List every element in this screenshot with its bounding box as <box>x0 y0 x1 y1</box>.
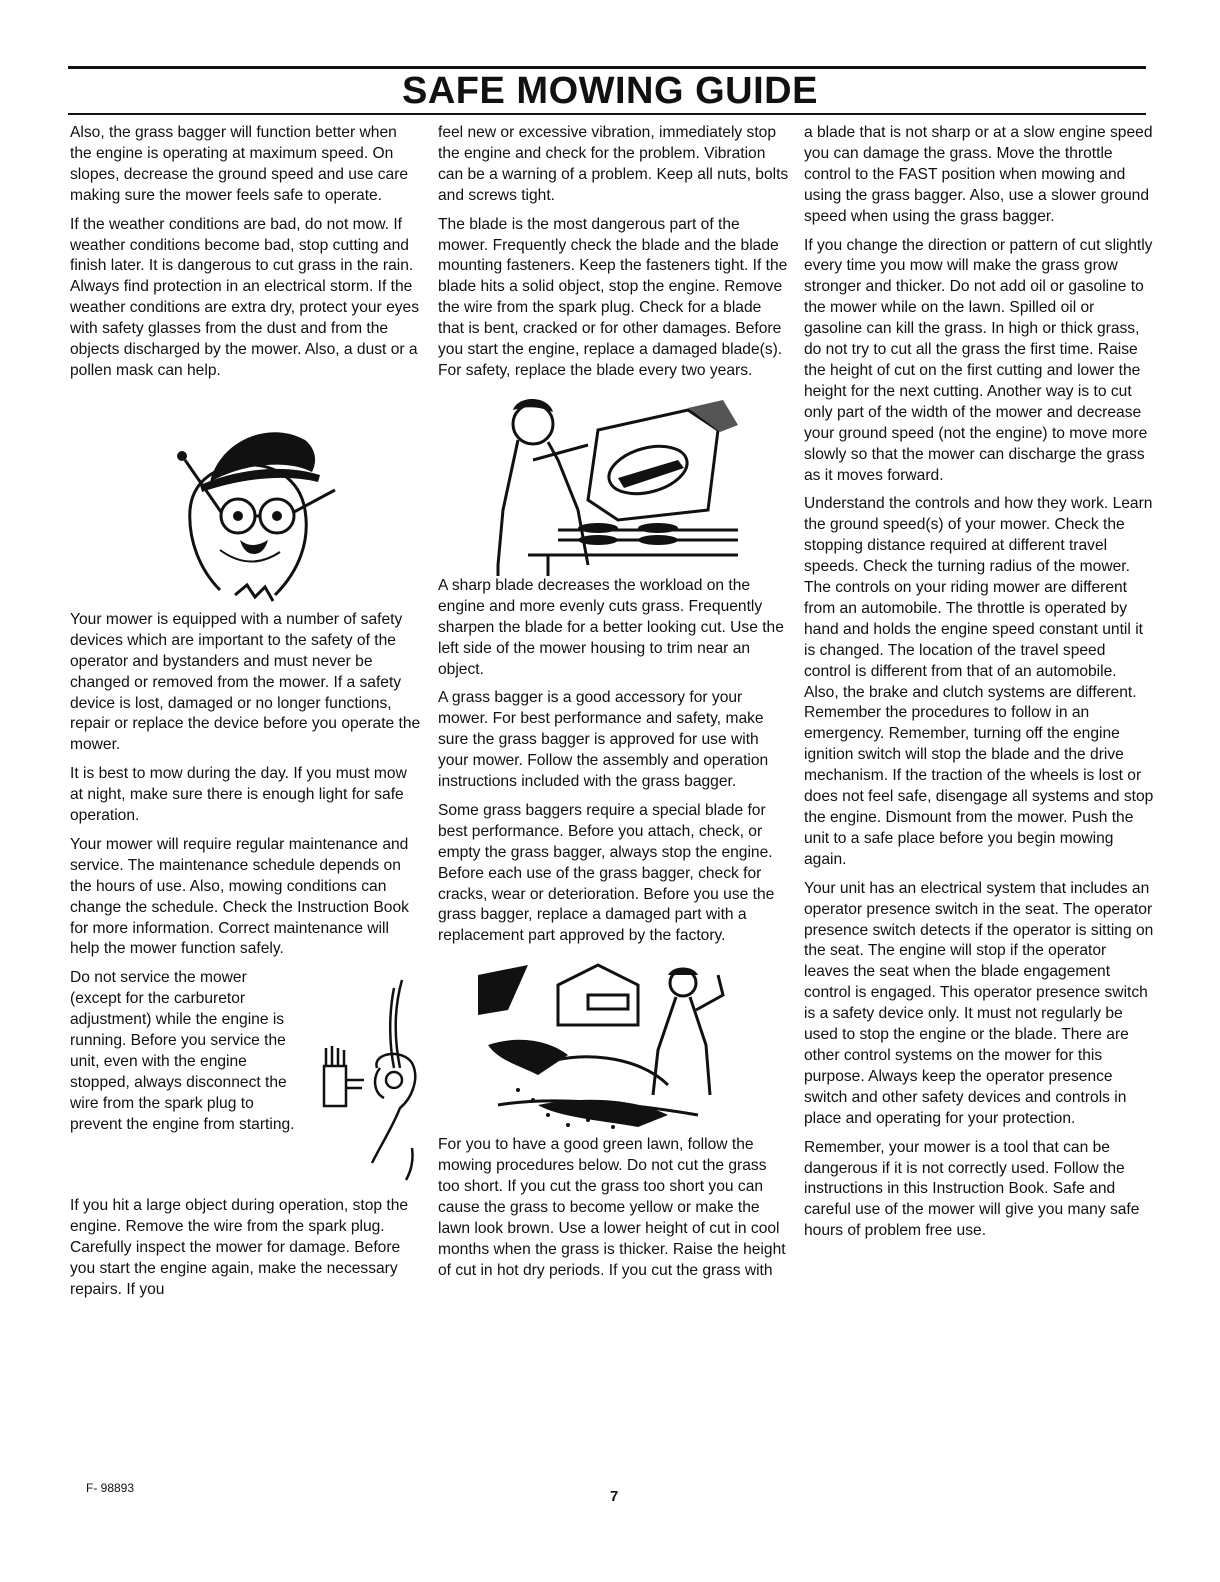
column-2 <box>438 123 790 1290</box>
paragraph: Your mower will require regular maintenance and service. The maintenance schedule depends on the hours of use. Also, mowing conditions can change the schedule. Check the Instruction Book for more information. Correct maintenance will help the mower function safely. <box>70 835 409 958</box>
paragraph: A sharp blade decreases the workload on the engine and more evenly cuts grass. Frequently sharpen the blade for a better looking cut. Use the left side of the mower housing to trim near an object. <box>438 576 784 678</box>
paragraph: If you change the direction or pattern of cut slightly every time you mow will make the grass grow stronger and thicker. Do not add oil or gasoline to the mower while on the lawn. Spilled oil or gasoline can kill the grass. In high or thick grass, do not try to cut all the grass the first time. Raise the height of cut on the first cutting and lower the height for the next cutting. Another way is to cut only part of the width of the mower and decrease your ground speed (not the engine) to move more slowly so that the mower can discharge the grass as it moves forward. <box>804 236 1153 484</box>
paragraph: Understand the controls and how they work. Learn the ground speed(s) of your mower. Check the stopping distance required at different travel speeds. Check the turning radius of the mower. The controls on your riding mower are different from an automobile. The throttle is operated by hand and holds the engine speed constant until it is changed. The location of the travel speed control is different from that of an automobile. Also, the brake and clutch systems are different. Remember the procedures to follow in an emergency. Remember, turning off the engine ignition switch will stop the blade and the drive mechanism. If the traction of the wheels is lost or does not feel safe, disengage all systems and stop the engine. Dismount from the mower. Push the unit to a safe place before you begin mowing again. <box>804 495 1154 868</box>
title-rule <box>68 113 1146 115</box>
blade-inspection-illustration <box>438 390 790 576</box>
safety-glasses-illustration <box>70 390 422 610</box>
paragraph: A grass bagger is a good accessory for your mower. For best performance and safety, make sure the grass bagger is approved for use with your mower. Follow the assembly and operation instructions included with the grass bagger. <box>438 689 769 791</box>
paragraph: The blade is the most dangerous part of the mower. Frequently check the blade and the blade mounting fasteners. Keep the fasteners tight. If the blade hits a solid object, stop the engine. Remove the wire from the spark plug. Check for a blade that is bent, cracked or for other damages. Before you start the engine, replace a damaged blade(s). For safety, replace the blade every two years. <box>438 215 788 379</box>
paragraph: It is best to mow during the day. If you must mow at night, make sure there is enough light for safe operation. <box>70 765 407 825</box>
paragraph: Also, the grass bagger will function better when the engine is operating at maximum speed. On slopes, decrease the ground speed and use care making sure the mower feels safe to operate. <box>70 124 409 204</box>
paragraph: If the weather conditions are bad, do not mow. If weather conditions become bad, stop cutting and finish later. It is dangerous to cut grass in the rain. Always find protection in an electrical storm. If the weather conditions are extra dry, protect your eyes with safety glasses from the dust and from the objects discharged by the mower. Also, a dust or a pollen mask can help. <box>70 215 420 379</box>
document-code: F- 98893 <box>86 1481 135 1495</box>
paragraph: Some grass baggers require a special blade for best performance. Before you attach, check, or empty the grass bagger, always stop the engine. Before each use of the grass bagger, check for cracks, wear or deterioration. Before you use the grass bagger, replace a damaged part with a replacement part approved by the factory. <box>438 801 775 945</box>
paragraph: If you hit a large object during operation, stop the engine. Remove the wire from the spark plug. Carefully inspect the mower for damage. Before you start the engine again, make the necessary repairs. If you <box>70 1197 409 1298</box>
paragraph: For you to have a good green lawn, follow the mowing procedures below. Do not cut the grass too short. If you cut the grass too short you can cause the grass to become yellow or make the lawn look brown. Use a lower height of cut in cool months when the grass is thicker. Raise the height of cut in hot dry periods. If you cut the grass with <box>438 1136 786 1279</box>
paragraph: Remember, your mower is a tool that can be dangerous if it is not correctly used. Follow the instructions in this Instruction Book. Safe and careful use of the mower will give you many safe hours of problem free use. <box>804 1138 1140 1240</box>
page-number: 7 <box>610 1488 619 1505</box>
mowing-lawn-illustration <box>438 955 790 1135</box>
column-1 <box>70 123 422 1309</box>
spark-plug-hand-illustration <box>302 968 422 1188</box>
paragraph: Your unit has an electrical system that includes an operator presence switch in the seat. The operator presence switch detects if the operator is sitting on the seat. The engine will stop if the operator leaves the seat when the blade engagement control is engaged. This operator presence switch is a safety device only. It must not regularly be used to stop the engine or the blade. There are other control systems on the mower for this purpose. Always keep the operator presence switch and other safety devices and controls in place and operating for your protection. <box>804 879 1154 1127</box>
paragraph: a blade that is not sharp or at a slow engine speed you can damage the grass. Move the throttle control to the FAST position when mowing and using the grass bagger. Also, use a slower ground speed when using the grass bagger. <box>804 124 1153 225</box>
paragraph: feel new or excessive vibration, immediately stop the engine and check for the problem. Vibration can be a warning of a problem. Keep all nuts, bolts and screws tight. <box>438 124 789 204</box>
page-title: SAFE MOWING GUIDE <box>402 70 818 112</box>
paragraph: Your mower is equipped with a number of safety devices which are important to the safety of the operator and bystanders and must never be changed or removed from the mower. If a safety device is lost, damaged or no longer functions, repair or replace the device before you operate the mower. <box>70 610 421 754</box>
column-3 <box>804 123 1154 1250</box>
paragraph: Do not service the mower (except for the carburetor adjustment) while the engine is running. Before you service the unit, even with the engine stopped, always disconnect the wire from the spark plug to prevent the engine from starting. <box>70 969 295 1133</box>
top-rule <box>68 66 1146 69</box>
service-warning-block <box>70 968 422 1188</box>
